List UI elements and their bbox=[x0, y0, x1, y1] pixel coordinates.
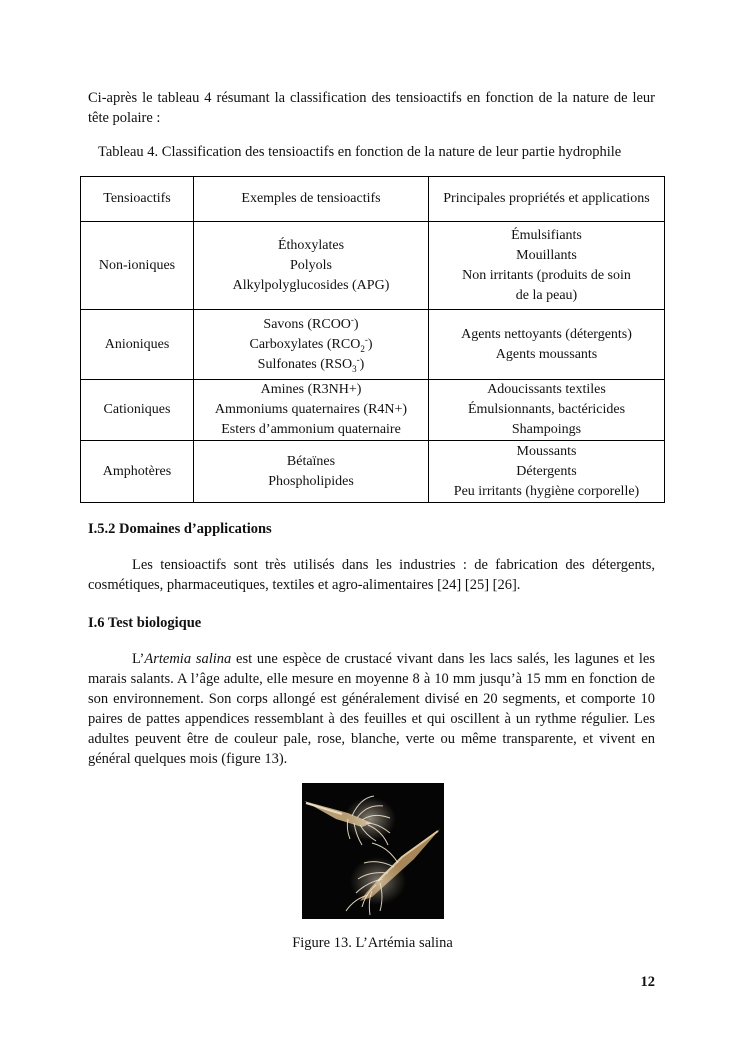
property-line: Adoucissants textiles bbox=[487, 382, 606, 397]
property-line: Moussants bbox=[516, 443, 577, 459]
example-line: Polyols bbox=[289, 257, 332, 273]
examples-cell bbox=[194, 441, 429, 503]
properties-cell bbox=[429, 222, 665, 310]
example-line: Bétaïnes bbox=[286, 453, 336, 469]
example-line: Esters d’ammonium quaternaire bbox=[221, 422, 401, 437]
example-line: Sulfonates $(RSO_3^-)$ bbox=[257, 353, 365, 374]
artemia-paragraph: L’Artemia salina est une espèce de crustacé vivant dans les lacs salés, les lagunes et les marais salants. A l’âge adulte, elle mesure en moyenne 8 à 10 mm jusqu’à 15 mm en fonction de son environnement. Son corps allongé est généralement divisé en 20 segments, et comporte 10 paires de pattes appendices ressemblant à des feuilles et qui oscillent à un rythme régulier. Les adultes peuvent être de couleur pale, rose, blanche, verte ou même transparente, et vivent en général quelques mois (figure 13). bbox=[88, 651, 655, 767]
type-cell: Amphotères bbox=[81, 441, 194, 503]
example-line: Savons (RCOO-) bbox=[263, 313, 359, 332]
example-line: Alkylpolyglucosides (APG) bbox=[232, 277, 390, 293]
examples-cell bbox=[194, 222, 429, 310]
table-row bbox=[81, 310, 665, 380]
type-cell: Cationiques bbox=[81, 380, 194, 441]
species-name: Artemia salina bbox=[144, 651, 232, 667]
domains-paragraph: Les tensioactifs sont très utilisés dans les industries : de fabrication des détergents, cosmétiques, pharmaceutiques, textiles et agro-alimentaires [24] [25] [26]. bbox=[88, 557, 655, 593]
classification-table bbox=[80, 176, 665, 503]
property-line: Mouillants bbox=[516, 247, 577, 263]
table-row bbox=[81, 380, 665, 441]
header-cell: Exemples de tensioactifs bbox=[194, 177, 429, 222]
property-line: Détergents bbox=[516, 463, 577, 479]
table-caption: Tableau 4. Classification des tensioactifs en fonction de la nature de leur partie hydrophile bbox=[98, 144, 622, 160]
property-line: Peu irritants (hygiène corporelle) bbox=[453, 483, 640, 499]
example-line: Amines (R3NH+) bbox=[260, 382, 362, 397]
section-heading-test: I.6 Test biologique bbox=[88, 615, 202, 631]
table-row bbox=[81, 441, 665, 503]
property-line: Émulsionnants, bactéricides bbox=[467, 402, 626, 417]
figure-caption: Figure 13. L’Artémia salina bbox=[292, 935, 453, 951]
header-cell: Tensioactifs bbox=[81, 177, 194, 222]
page-number: 12 bbox=[640, 974, 655, 990]
artemia-photo bbox=[302, 783, 444, 919]
property-line: Agents moussants bbox=[495, 346, 598, 362]
table-header-row bbox=[81, 177, 665, 222]
header-cell: Principales propriétés et applications bbox=[429, 177, 665, 222]
properties-cell bbox=[429, 380, 665, 441]
example-line: Éthoxylates bbox=[277, 237, 345, 253]
type-cell: Non-ioniques bbox=[81, 222, 194, 310]
properties-cell bbox=[429, 441, 665, 503]
example-line: Phospholipides bbox=[268, 473, 354, 489]
example-line: Ammoniums quaternaires (R4N+) bbox=[214, 402, 408, 417]
intro-paragraph: Ci-après le tableau 4 résumant la classification des tensioactifs en fonction de la nature de leur tête polaire : bbox=[88, 90, 655, 126]
artemia-illustration bbox=[302, 783, 444, 919]
properties-cell bbox=[429, 310, 665, 380]
property-line: Shampoings bbox=[511, 422, 582, 437]
property-line: Émulsifiants bbox=[511, 227, 582, 243]
property-line: Non irritants (produits de soin bbox=[462, 267, 631, 283]
examples-cell bbox=[194, 310, 429, 380]
property-line: Agents nettoyants (détergents) bbox=[461, 326, 632, 342]
example-line: Carboxylates $(RCO_2^-)$ bbox=[249, 333, 373, 354]
section-heading-domains: I.5.2 Domaines d’applications bbox=[88, 521, 272, 537]
type-cell: Anioniques bbox=[81, 310, 194, 380]
examples-cell bbox=[194, 380, 429, 441]
property-line: de la peau) bbox=[515, 287, 578, 303]
table-row bbox=[81, 222, 665, 310]
